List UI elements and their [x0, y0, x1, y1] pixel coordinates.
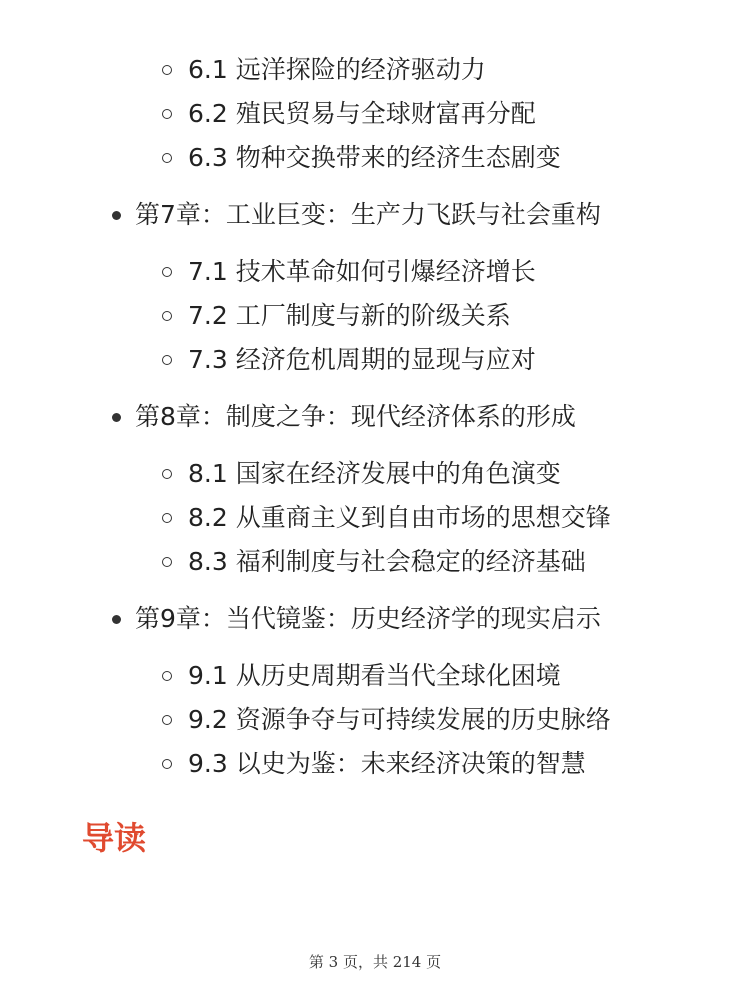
- toc-sub-item[interactable]: [162, 96, 536, 132]
- toc-chapter-item[interactable]: [112, 600, 601, 638]
- hollow-bullet-icon: [162, 671, 172, 681]
- toc-sub-item-label: 7.2 工厂制度与新的阶级关系: [188, 301, 511, 330]
- toc-sub-item[interactable]: [162, 746, 586, 782]
- toc-sub-item-label: 7.3 经济危机周期的显现与应对: [188, 345, 536, 374]
- hollow-bullet-icon: [162, 267, 172, 277]
- page-number-footer: 第 3 页，共 214 页: [308, 953, 442, 971]
- toc-sub-item-label: 6.3 物种交换带来的经济生态剧变: [188, 143, 561, 172]
- toc-sub-item[interactable]: [162, 500, 611, 536]
- toc-sub-item[interactable]: [162, 544, 586, 580]
- hollow-bullet-icon: [162, 65, 172, 75]
- toc-sub-item-label: 6.2 殖民贸易与全球财富再分配: [188, 99, 536, 128]
- toc-sub-item-label: 9.3 以史为鉴：未来经济决策的智慧: [188, 749, 586, 778]
- hollow-bullet-icon: [162, 355, 172, 365]
- hollow-bullet-icon: [162, 311, 172, 321]
- toc-sub-item-label: 8.1 国家在经济发展中的角色演变: [188, 459, 561, 488]
- toc-sub-item[interactable]: [162, 298, 511, 334]
- toc-sub-item[interactable]: [162, 342, 536, 378]
- hollow-bullet-icon: [162, 109, 172, 119]
- filled-bullet-icon: [112, 211, 121, 220]
- toc-chapter-label: 第8章：制度之争：现代经济体系的形成: [135, 402, 576, 431]
- filled-bullet-icon: [112, 413, 121, 422]
- toc-sub-item[interactable]: [162, 456, 561, 492]
- hollow-bullet-icon: [162, 715, 172, 725]
- toc-sub-item[interactable]: [162, 52, 486, 88]
- filled-bullet-icon: [112, 615, 121, 624]
- toc-sub-item[interactable]: [162, 254, 536, 290]
- toc-sub-item[interactable]: [162, 702, 611, 738]
- toc-sub-item-label: 8.2 从重商主义到自由市场的思想交锋: [188, 503, 611, 532]
- toc-chapter-item[interactable]: [112, 398, 576, 436]
- toc-chapter-label: 第7章：工业巨变：生产力飞跃与社会重构: [135, 200, 601, 229]
- toc-sub-item-label: 9.2 资源争夺与可持续发展的历史脉络: [188, 705, 611, 734]
- hollow-bullet-icon: [162, 469, 172, 479]
- hollow-bullet-icon: [162, 513, 172, 523]
- toc-sub-item-label: 8.3 福利制度与社会稳定的经济基础: [188, 547, 586, 576]
- hollow-bullet-icon: [162, 759, 172, 769]
- section-heading: 导读: [82, 819, 147, 857]
- toc-sub-item-label: 7.1 技术革命如何引爆经济增长: [188, 257, 536, 286]
- toc-sub-item[interactable]: [162, 140, 561, 176]
- toc-chapter-label: 第9章：当代镜鉴：历史经济学的现实启示: [135, 604, 601, 633]
- toc-sub-item-label: 9.1 从历史周期看当代全球化困境: [188, 661, 561, 690]
- toc-sub-item[interactable]: [162, 658, 561, 694]
- hollow-bullet-icon: [162, 153, 172, 163]
- toc-chapter-item[interactable]: [112, 196, 601, 234]
- hollow-bullet-icon: [162, 557, 172, 567]
- toc-sub-item-label: 6.1 远洋探险的经济驱动力: [188, 55, 486, 84]
